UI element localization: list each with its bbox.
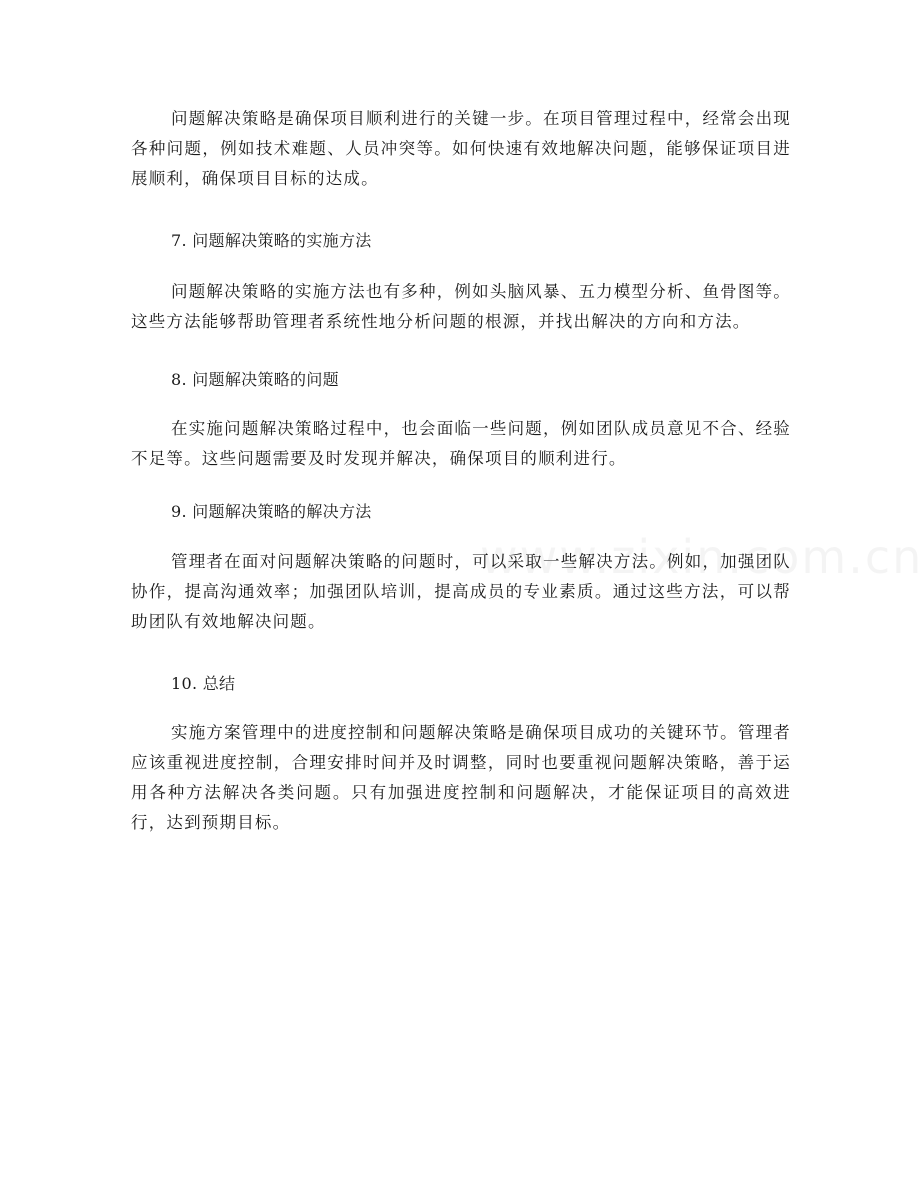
paragraph-strategy-problems: 在实施问题解决策略过程中，也会面临一些问题，例如团队成员意见不合、经验不足等。这些问题需要及时发现并解决，确保项目的顺利进行。 xyxy=(131,419,791,468)
paragraph-summary: 实施方案管理中的进度控制和问题解决策略是确保项目成功的关键环节。管理者应该重视进度控制，合理安排时间并及时调整，同时也要重视问题解决策略，善于运用各种方法解决各类问题。只有加强进度控制和问题解决，才能保证项目的高效进行，达到预期目标。 xyxy=(131,723,791,832)
heading-section-10: 10. 总结 xyxy=(171,674,236,693)
paragraph-problem-solving-intro: 问题解决策略是确保项目顺利进行的关键一步。在项目管理过程中，经常会出现各种问题，例如技术难题、人员冲突等。如何快速有效地解决问题，能够保证项目进展顺利，确保项目目标的达成。 xyxy=(131,109,791,188)
paragraph-implementation-methods: 问题解决策略的实施方法也有多种，例如头脑风暴、五力模型分析、鱼骨图等。这些方法能够帮助管理者系统性地分析问题的根源，并找出解决的方向和方法。 xyxy=(131,282,791,331)
heading-section-8: 8. 问题解决策略的问题 xyxy=(171,370,339,389)
paragraph-solution-methods: 管理者在面对问题解决策略的问题时，可以采取一些解决方法。例如，加强团队协作，提高沟通效率；加强团队培训，提高成员的专业素质。通过这些方法，可以帮助团队有效地解决问题。 xyxy=(131,552,791,631)
heading-section-7: 7. 问题解决策略的实施方法 xyxy=(171,231,372,250)
heading-section-9: 9. 问题解决策略的解决方法 xyxy=(171,502,372,521)
